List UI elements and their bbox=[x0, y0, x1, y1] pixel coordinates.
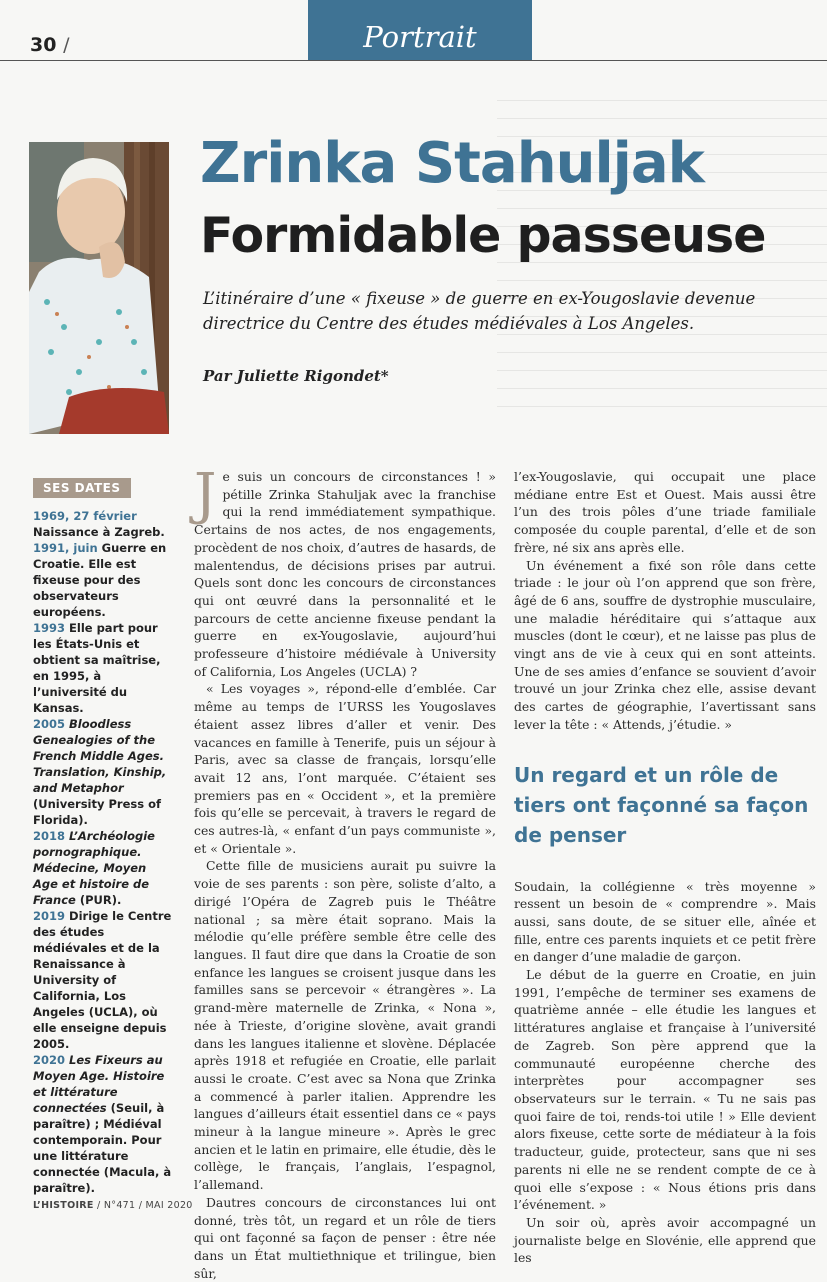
date-year: 2019 bbox=[33, 909, 66, 923]
date-text: (PUR). bbox=[79, 893, 122, 907]
date-year: 2018 bbox=[33, 829, 66, 843]
dates-badge: SES DATES bbox=[33, 478, 131, 498]
date-year: 1993 bbox=[33, 621, 66, 635]
date-year: 2005 bbox=[33, 717, 66, 731]
issue-number: N°471 bbox=[103, 1200, 136, 1211]
date-text: (Seuil, à paraître) ; Médiéval contemporain. Pour une littérature connectée (Macula, à paraître). bbox=[33, 1101, 172, 1195]
date-title: Les Fixeurs au Moyen Age. Histoire et littérature connectées bbox=[33, 1053, 165, 1115]
date-text: Naissance à Zagreb. bbox=[33, 525, 165, 539]
dates-sidebar bbox=[33, 478, 175, 1196]
date-text: (University Press of Florida). bbox=[33, 797, 161, 827]
date-entry bbox=[33, 540, 175, 620]
article-title: Zrinka Stahuljak bbox=[200, 131, 704, 196]
date-text: Guerre en Croatie. Elle est fixeuse pour des observateurs européens. bbox=[33, 541, 167, 619]
standfirst: L’itinéraire d’une « fixeuse » de guerre en ex-Yougoslavie devenue directrice du Centre des études médiévales à Los Angeles. bbox=[203, 289, 756, 333]
date-text: Elle part pour les États-Unis et obtient sa maîtrise, en 1995, à l’université du Kansas. bbox=[33, 621, 161, 715]
rubric-tab: Portrait bbox=[308, 0, 532, 60]
date-entry bbox=[33, 1052, 175, 1196]
drop-cap: J bbox=[194, 462, 217, 527]
portrait-photo bbox=[29, 142, 169, 434]
date-title: Bloodless Genealogies of the French Middle Ages. Translation, Kinship, and Metaphor bbox=[33, 717, 167, 795]
intertitle: Un regard et un rôle de tiers ont façonné sa façon de penser bbox=[514, 762, 809, 847]
paragraph: l’ex-Yougoslavie, qui occupait une place médiane entre Est et Ouest. Mais aussi être l’un des trois pôles d’une triade familiale composée du couple parental, d’elle et de son frère, né six ans après elle. bbox=[514, 469, 816, 555]
date-year: 1991, juin bbox=[33, 541, 98, 555]
paragraph: « Les voyages », répond-elle d’emblée. Car même au temps de l’URSS les Yougoslaves étaient assez libres d’aller et venir. Des vacances en famille à Tenerife, puis un séjour à Paris, avec sa classe de français, lorsqu’elle avait 12 ans, l’ont marquée. C’étaient ses premiers pas en « Occident », et la première fois qu’elle se percevait, à travers le regard de ces autres-là, « enfant d’un pays communiste », et « Orientale ». bbox=[194, 681, 496, 856]
portrait-illustration bbox=[29, 142, 169, 434]
paragraph: Dautres concours de circonstances lui ont donné, très tôt, un regard et un rôle de tiers qui ont façonné sa façon de penser : être née dans un État multiethnique et trilingue, bien sûr, bbox=[194, 1194, 496, 1281]
article-subtitle: Formidable passeuse bbox=[200, 207, 766, 264]
date-entry bbox=[33, 620, 175, 716]
paragraph: Soudain, la collégienne « très moyenne » ressent un besoin de « comprendre ». Mais aussi, sans doute, de se situer elle, aînée et fille, entre ces parents inquiets et ce petit frère en danger d’une maladie de garçon. bbox=[514, 878, 816, 965]
page-number: 30 / bbox=[30, 34, 70, 56]
paragraph: Un événement a fixé son rôle dans cette triade : le jour où l’on apprend que son frère, âgé de 6 ans, souffre de dystrophie musculaire, une maladie héréditaire qui s’attaque aux muscles (dont le cœur), et ne laisse pas plus de vingt ans de vie à ceux qui en sont atteints. Une de ses amies d’enfance se souvient d’avoir trouvé un jour Zrinka chez elle, assise devant des cartes de géographie, l’avertissant sans lever la tête : « Attends, j’étudie. » bbox=[514, 557, 816, 732]
date-entry bbox=[33, 828, 175, 908]
article-column-1 bbox=[194, 462, 496, 1282]
dates-list bbox=[33, 508, 175, 1196]
date-entry bbox=[33, 716, 175, 828]
date-entry bbox=[33, 508, 175, 540]
magazine-name: L’HISTOIRE bbox=[33, 1200, 94, 1211]
page-footer: L’HISTOIRE / N°471 / MAI 2020 bbox=[33, 1200, 193, 1211]
paragraph: Cette fille de musiciens aurait pu suivre la voie de ses parents : son père, soliste d’alto, a dirigé l’Opéra de Zagreb puis le Théâtre national ; sa mère était soprano. Mais la mélodie qu’elle préfère semble être celle des langues. Il faut dire que dans la Croatie de son enfance les langues se croisent jusque dans les familles sans se percevoir « étrangères ». La grand-mère maternelle de Zrinka, « Nona », née à Trieste, d’origine slovène, avait grandi dans les langues italienne et slovène. Déplacée après 1918 et refugiée en Croatie, elle parlait aussi le croate. C’est avec sa Nona que Zrinka a commencé à parler italien. Apprendre les langues d’ailleurs était essentiel dans ce « pays mineur à la langue mineure ». Après le grec ancien et le latin en primaire, elle étudie, dès le collège, le français, l’anglais, l’espagnol, l’allemand. bbox=[194, 858, 496, 1193]
issue-date: MAI 2020 bbox=[145, 1200, 193, 1211]
paragraph: Un soir où, après avoir accompagné un journaliste belge en Slovénie, elle apprend que les bbox=[514, 1214, 816, 1266]
article-column-2 bbox=[514, 468, 816, 1267]
header-divider bbox=[0, 60, 827, 61]
date-text: Dirige le Centre des études médiévales et de la Renaissance à University of California, Los Angeles (UCLA), où elle enseigne depuis 2005. bbox=[33, 909, 172, 1051]
date-entry bbox=[33, 908, 175, 1052]
paragraph: Le début de la guerre en Croatie, en juin 1991, l’empêche de terminer ses examens de quatrième année – elle étudie les langues et littératures anglaise et française à l’université de Zagreb. Son père apprend que la communauté européenne cherche des interprètes pour accompagner ses observateurs sur le terrain. « Tu ne sais pas quoi faire de toi, rends-toi utile ! » Elle devient alors fixeuse, cette sorte de médiateur à la fois traducteur, guide, protecteur, sans que ni ses parents ni elle ne se rendent compte de ce à quoi elle s’expose : « Nous étions pris dans l’événement. » bbox=[514, 967, 816, 1213]
date-year: 2020 bbox=[33, 1053, 66, 1067]
date-year: 1969, 27 février bbox=[33, 509, 137, 523]
byline: Par Juliette Rigondet* bbox=[203, 367, 389, 385]
date-title: L’Archéologie pornographique. Médecine, Moyen Age et histoire de France bbox=[33, 829, 155, 907]
paragraph: Je suis un concours de circonstances ! » pétille Zrinka Stahuljak avec la franchise qui la rend immédiatement sympathique. Certains de nos actes, de nos engagements, procèdent de nos choix, d’autres de hasards, de malentendus, de décisions prises par autrui. Quels sont donc les concours de circonstances qui ont œuvré dans la personnalité et le parcours de cette ancienne fixeuse pendant la guerre en ex-Yougoslavie, aujourd’hui professeure d’histoire médiévale à University of California, Los Angeles (UCLA) ? bbox=[194, 462, 496, 679]
